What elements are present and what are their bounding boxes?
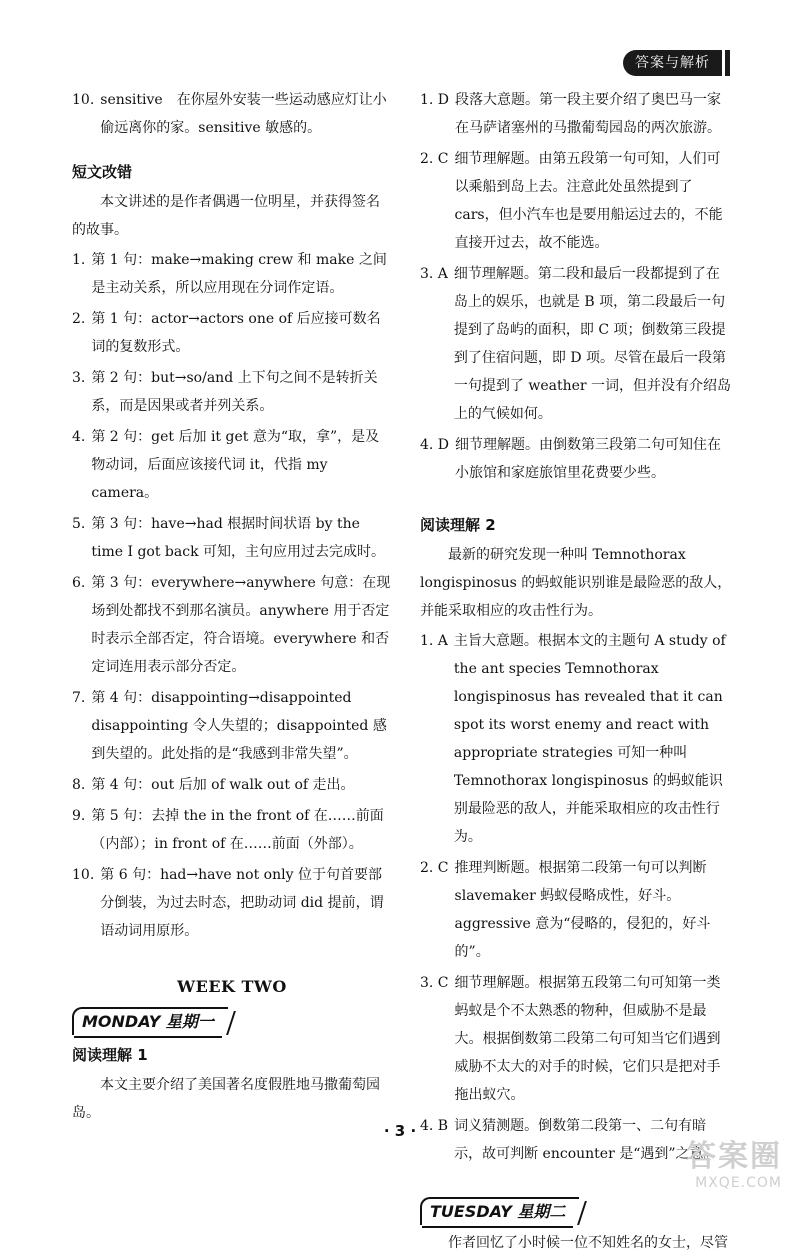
item-text: 第 3 句：have→had 根据时间状语 by the time I got back 可知，主句应用过去完成时。 xyxy=(91,516,386,560)
badge-underline-decoration xyxy=(74,1036,222,1038)
list-item xyxy=(72,305,392,361)
item-text: 主旨大意题。根据本文的主题句 A study of the ant species Temnothorax longispinosus has revealed that it can spot its worst enemy and react with appropriate strategies 可知一种叫 Temnothorax longispinosus 的蚂蚁能识别最险恶的敌人，并能采取相应的攻击性行为。 xyxy=(453,633,726,845)
item-text: 细节理解题。第二段和最后一段都提到了在岛上的娱乐，也就是 B 项，第二段最后一句提到了岛屿的面积，即 C 项；倒数第三段提到了住宿问题，即 D 项。尽管在最后一段第一句提到了 weather 一词，但并没有介绍岛上的气候如何。 xyxy=(453,266,732,422)
item-number: 1. D xyxy=(420,92,450,108)
item-text: 第 1 句：actor→actors one of 后应接可数名词的复数形式。 xyxy=(91,311,381,355)
list-item xyxy=(420,86,732,142)
item-text: 第 2 句：but→so/and 上下句之间不是转折关系，而是因果或者并列关系。 xyxy=(91,370,378,414)
item-text: 第 4 句：disappointing→disappointed disappointing 令人失望的；disappointed 感到失望的。此处指的是“我感到非常失望”。 xyxy=(91,690,387,762)
item-number: 3. xyxy=(72,370,86,386)
header-badge: 答案与解析 xyxy=(623,50,722,76)
page-number: · 3 · xyxy=(383,1122,417,1140)
badge-slash-decoration xyxy=(577,1201,587,1225)
item-number: 10. xyxy=(72,92,95,108)
section-intro: 作者回忆了小时候一位不知姓名的女士，尽管 xyxy=(448,1235,728,1251)
list-item xyxy=(72,246,392,302)
header-bar-decoration xyxy=(725,50,730,76)
left-column xyxy=(72,86,392,1129)
item-number: 2. C xyxy=(420,151,449,167)
list-item xyxy=(72,684,392,768)
item-number: 3. C xyxy=(420,975,449,991)
item-number: 3. A xyxy=(420,266,448,282)
item-text: 第 1 句：make→making crew 和 make 之间是主动关系，所以应用现在分词作定语。 xyxy=(91,252,387,296)
item-number: 6. xyxy=(72,575,86,591)
item-number: 10. xyxy=(72,867,95,883)
item-text: 第 3 句：everywhere→anywhere 句意：在现场到处都找不到那名演员。anywhere 用于否定时表示全部否定，符合语境。everywhere 和否定词连用表示部分否定。 xyxy=(91,575,391,675)
section-intro: 本文讲述的是作者偶遇一位明星，并获得签名的故事。 xyxy=(72,194,380,238)
list-item xyxy=(72,861,392,945)
list-item xyxy=(72,86,392,142)
list-item xyxy=(72,510,392,566)
item-text: 第 4 句：out 后加 of walk out of 走出。 xyxy=(91,777,355,793)
item-number: 2. xyxy=(72,311,86,327)
section-title-reading1: 阅读理解 1 xyxy=(72,1046,148,1064)
item-text: 词义猜测题。倒数第二段第一、二句有暗示，故可判断 encounter 是“遇到”之意。 xyxy=(454,1118,718,1162)
list-item xyxy=(72,364,392,420)
item-number: 1. A xyxy=(420,633,448,649)
item-text: 细节理解题。根据第五段第二句可知第一类蚂蚁是个不太熟悉的物种，但威胁不是最大。根据倒数第二段第二句可知当它们遇到威胁不太大的对手的时候，它们只是把对手拖出蚁穴。 xyxy=(454,975,721,1103)
item-number: 4. D xyxy=(420,437,450,453)
list-item xyxy=(420,260,732,428)
site-watermark-logo xyxy=(647,1140,782,1195)
item-number: 5. xyxy=(72,516,86,532)
list-item xyxy=(72,569,392,681)
list-item xyxy=(420,854,732,966)
day-badge-monday xyxy=(72,1007,228,1035)
item-text: 细节理解题。由第五段第一句可知，人们可以乘船到岛上去。注意此处虽然提到了 cars，但小汽车也是要用船运过去的，不能直接开过去，故不能选。 xyxy=(454,151,723,251)
item-number: 4. xyxy=(72,429,86,445)
item-text: 段落大意题。第一段主要介绍了奥巴马一家在马萨诸塞州的马撒葡萄园岛的两次旅游。 xyxy=(455,92,722,136)
item-number: 9. xyxy=(72,808,86,824)
section-intro: 本文主要介绍了美国著名度假胜地马撒葡萄园岛。 xyxy=(72,1077,380,1121)
badge-slash-decoration xyxy=(226,1011,236,1035)
day-badge-label: MONDAY 星期一 xyxy=(82,1012,214,1031)
item-text: 第 6 句：had→have not only 位于句首要部分倒装，为过去时态，把助动词 did 提前，谓语动词用原形。 xyxy=(100,867,384,939)
list-item xyxy=(420,431,732,487)
section-title-correction: 短文改错 xyxy=(72,163,133,181)
item-text: 第 2 句：get 后加 it get 意为“取，拿”，是及物动词，后面应该接代词 it，代指 my camera。 xyxy=(91,429,380,501)
watermark-logo-text: 答案圈 xyxy=(686,1139,782,1174)
item-number: 7. xyxy=(72,690,86,706)
section-title-reading2: 阅读理解 2 xyxy=(420,516,496,534)
section-intro: 最新的研究发现一种叫 Temnothorax longispinosus 的蚂蚁能识别谁是最险恶的敌人，并能采取相应的攻击性行为。 xyxy=(420,547,732,619)
list-item xyxy=(420,627,732,851)
item-number: 2. C xyxy=(420,860,449,876)
list-item xyxy=(420,145,732,257)
item-text: 推理判断题。根据第二段第一句可以判断 slavemaker 蚂蚁侵略成性，好斗。aggressive 意为“侵略的，侵犯的，好斗的”。 xyxy=(454,860,711,960)
list-item xyxy=(72,771,392,799)
item-number: 1. xyxy=(72,252,86,268)
watermark-logo-url: MXQE.COM xyxy=(695,1175,782,1191)
day-badge-tuesday xyxy=(420,1197,579,1225)
item-text: sensitive 在你屋外安装一些运动感应灯让小偷远离你的家。sensitive 敏感的。 xyxy=(100,92,387,136)
badge-underline-decoration xyxy=(422,1226,573,1228)
day-badge-label: TUESDAY 星期二 xyxy=(430,1202,566,1221)
week-heading: WEEK TWO xyxy=(177,977,287,996)
item-number: 8. xyxy=(72,777,86,793)
list-item xyxy=(72,802,392,858)
list-item xyxy=(420,969,732,1109)
right-column xyxy=(420,86,732,1259)
item-number: 4. B xyxy=(420,1118,449,1134)
item-text: 细节理解题。由倒数第三段第二句可知住在小旅馆和家庭旅馆里花费要少些。 xyxy=(455,437,722,481)
item-text: 第 5 句：去掉 the in the front of 在……前面（内部）；in front of 在……前面（外部）。 xyxy=(91,808,384,852)
list-item xyxy=(72,423,392,507)
